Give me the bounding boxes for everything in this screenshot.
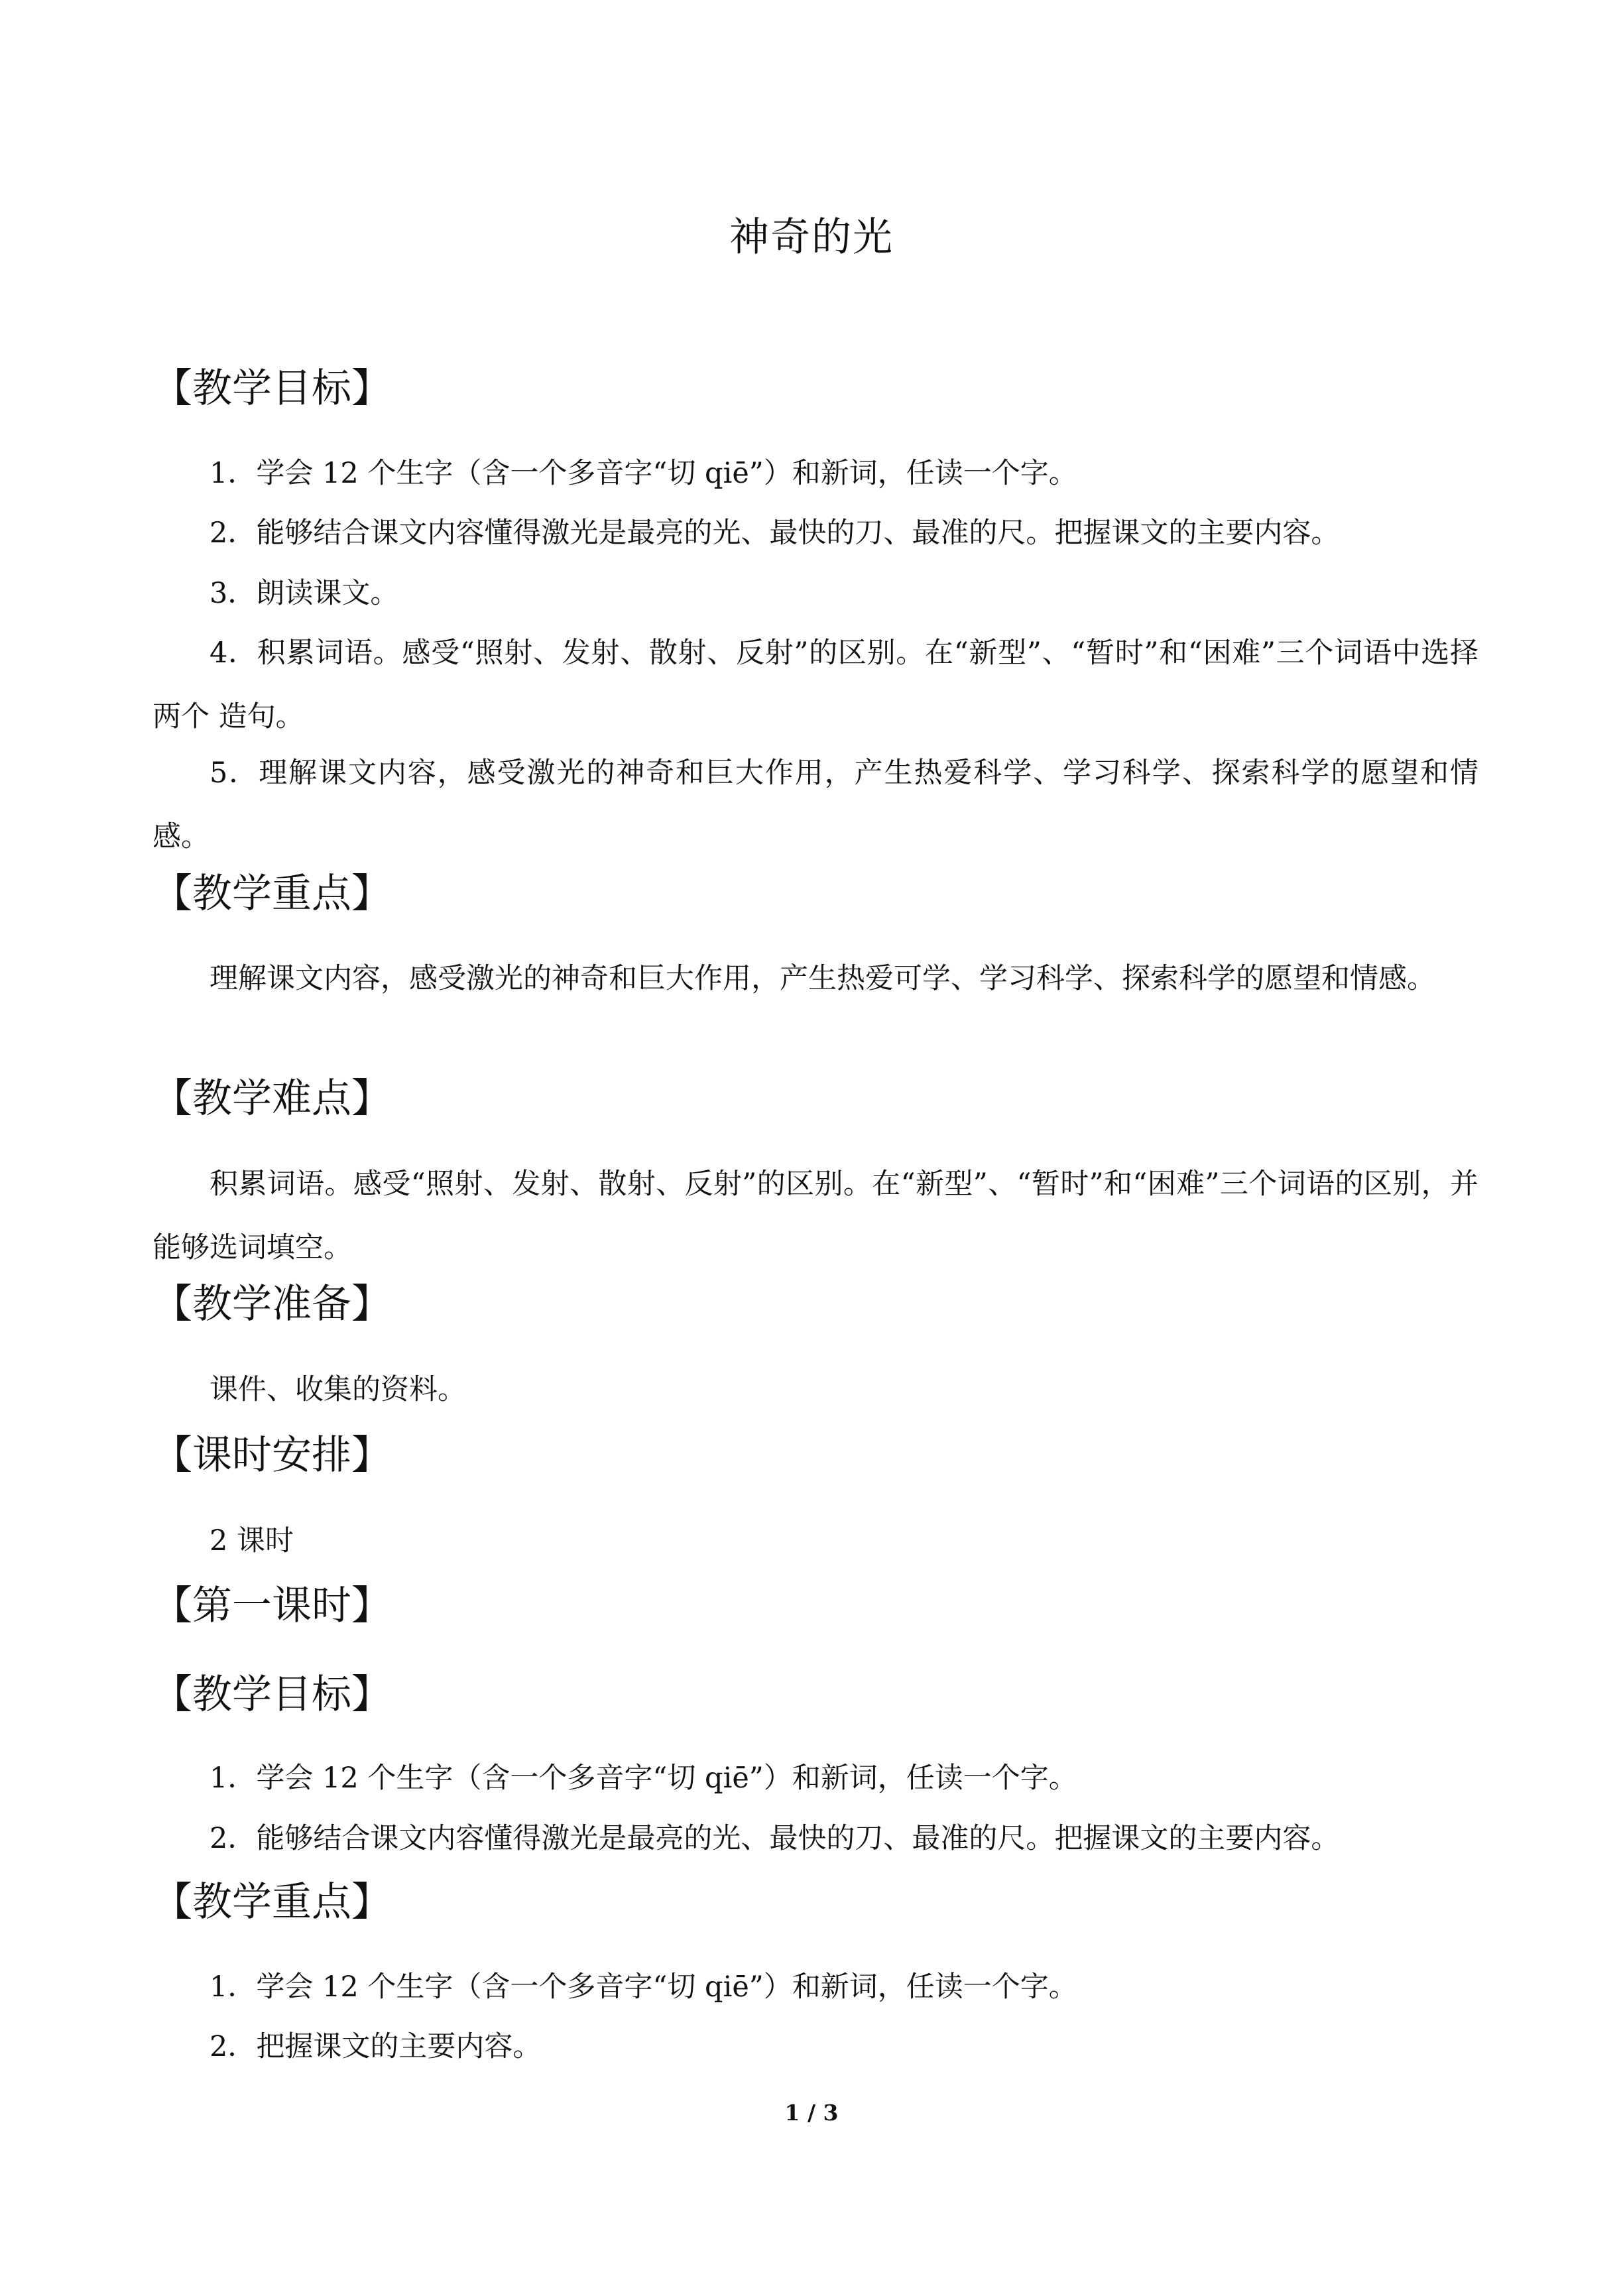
- schedule-text: 2 课时: [210, 1524, 294, 1557]
- goal-item-4: 4．积累词语。感受“照射、发射、散射、反射”的区别。在“新型”、“暂时”和“困难”三个词语中选择两个 造句。: [152, 636, 1478, 733]
- goal-item-2: 2．能够结合课文内容懂得激光是最亮的光、最快的刀、最准的尺。把握课文的主要内容。: [210, 516, 1340, 550]
- section-heading-lesson-key-points: 【教学重点】: [152, 1879, 391, 1925]
- goal-item-1: 1．学会 12 个生字（含一个多音字“切 qiē”）和新词，任读一个字。: [210, 457, 1077, 490]
- difficulty-text: 积累词语。感受“照射、发射、散射、反射”的区别。在“新型”、“暂时”和“困难”三个词语的区别，并能够选词填空。: [152, 1168, 1478, 1264]
- preparation-text: 课件、收集的资料。: [210, 1373, 466, 1406]
- lesson-goal-item-1: 1．学会 12 个生字（含一个多音字“切 qiē”）和新词，任读一个字。: [210, 1762, 1077, 1795]
- section-heading-schedule: 【课时安排】: [152, 1432, 391, 1479]
- goal-item-3: 3．朗读课文。: [210, 577, 399, 610]
- lesson-key-point-item-1: 1．学会 12 个生字（含一个多音字“切 qiē”）和新词，任读一个字。: [210, 1970, 1077, 2004]
- page-number: 1 / 3: [784, 2100, 839, 2126]
- section-heading-lesson-goals: 【教学目标】: [152, 1671, 391, 1718]
- section-heading-key-points: 【教学重点】: [152, 871, 391, 917]
- goal-item-5: 5．理解课文内容，感受激光的神奇和巨大作用，产生热爱科学、学习科学、探索科学的愿望和情感。: [152, 756, 1478, 853]
- section-heading-teaching-goals: 【教学目标】: [152, 365, 391, 412]
- key-point-text: 理解课文内容，感受激光的神奇和巨大作用，产生热爱可学、学习科学、探索科学的愿望和情感。: [210, 962, 1435, 995]
- section-heading-preparation: 【教学准备】: [152, 1281, 391, 1327]
- lesson-goal-item-2: 2．能够结合课文内容懂得激光是最亮的光、最快的刀、最准的尺。把握课文的主要内容。: [210, 1822, 1340, 1855]
- section-heading-difficulties: 【教学难点】: [152, 1075, 391, 1122]
- document-title: 神奇的光: [729, 214, 894, 261]
- section-heading-first-lesson: 【第一课时】: [152, 1583, 391, 1629]
- lesson-key-point-item-2: 2．把握课文的主要内容。: [210, 2030, 542, 2063]
